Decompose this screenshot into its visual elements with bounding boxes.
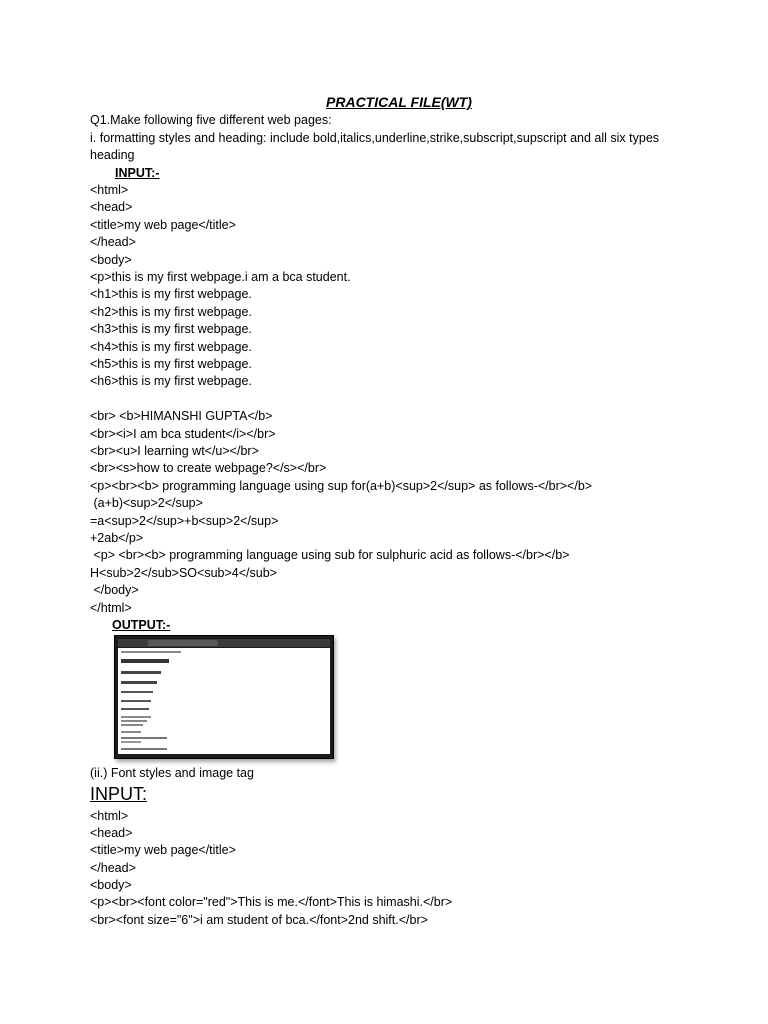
code-line: <html> <box>90 183 129 197</box>
code-line: <head> <box>90 826 133 840</box>
page-title: PRACTICAL FILE(WT) <box>326 94 472 110</box>
code-line: <h3>this is my first webpage. <box>90 322 252 336</box>
output-label: OUTPUT:- <box>112 618 171 632</box>
code-line: </html> <box>90 601 132 615</box>
code-line: <body> <box>90 878 132 892</box>
code-line: </body> <box>90 583 139 597</box>
task-i-description-cont: heading <box>90 148 135 162</box>
code-line: <h6>this is my first webpage. <box>90 374 252 388</box>
task-i-description: i. formatting styles and heading: include bold,italics,underline,strike,subscript,supscript and all six types <box>90 131 660 145</box>
output-screenshot <box>114 635 334 759</box>
code-line: </head> <box>90 861 136 875</box>
code-line: <p> <br><b> programming language using sub for sulphuric acid as follows-</br></b> <box>90 548 570 562</box>
browser-tab <box>148 640 218 646</box>
code-line: <h2>this is my first webpage. <box>90 305 252 319</box>
code-line: <p><br><b> programming language using sup for(a+b)<sup>2</sup> as follows-</br></b> <box>90 479 593 493</box>
code-line: <br><i>I am bca student</i></br> <box>90 427 276 441</box>
code-line: =a<sup>2</sup>+b<sup>2</sup> <box>90 514 279 528</box>
code-line: <body> <box>90 253 132 267</box>
code-line: <title>my web page</title> <box>90 843 236 857</box>
code-line: <h1>this is my first webpage. <box>90 287 252 301</box>
code-line: <html> <box>90 809 129 823</box>
task-ii-description: (ii.) Font styles and image tag <box>90 766 254 780</box>
code-line: <br><s>how to create webpage?</s></br> <box>90 461 327 475</box>
question-text: Q1.Make following five different web pages: <box>90 113 332 127</box>
browser-viewport <box>118 648 330 754</box>
code-line: </head> <box>90 235 136 249</box>
code-line: +2ab</p> <box>90 531 144 545</box>
code-line: <p><br><font color="red">This is me.</font>This is himashi.</br> <box>90 895 453 909</box>
code-line: (a+b)<sup>2</sup> <box>90 496 203 510</box>
code-line: <h4>this is my first webpage. <box>90 340 252 354</box>
input-heading: INPUT: <box>90 784 148 804</box>
browser-toolbar <box>118 639 330 647</box>
input-label: INPUT:- <box>115 166 160 180</box>
code-line: <br><font size="6">i am student of bca.</font>2nd shift.</br> <box>90 913 428 927</box>
code-line: <p>this is my first webpage.i am a bca student. <box>90 270 351 284</box>
code-line: <title>my web page</title> <box>90 218 236 232</box>
code-line: <h5>this is my first webpage. <box>90 357 252 371</box>
code-line: <br><u>I learning wt</u></br> <box>90 444 259 458</box>
code-line: H<sub>2</sub>SO<sub>4</sub> <box>90 566 277 580</box>
code-line: <br> <b>HIMANSHI GUPTA</b> <box>90 409 273 423</box>
code-line: <head> <box>90 200 133 214</box>
